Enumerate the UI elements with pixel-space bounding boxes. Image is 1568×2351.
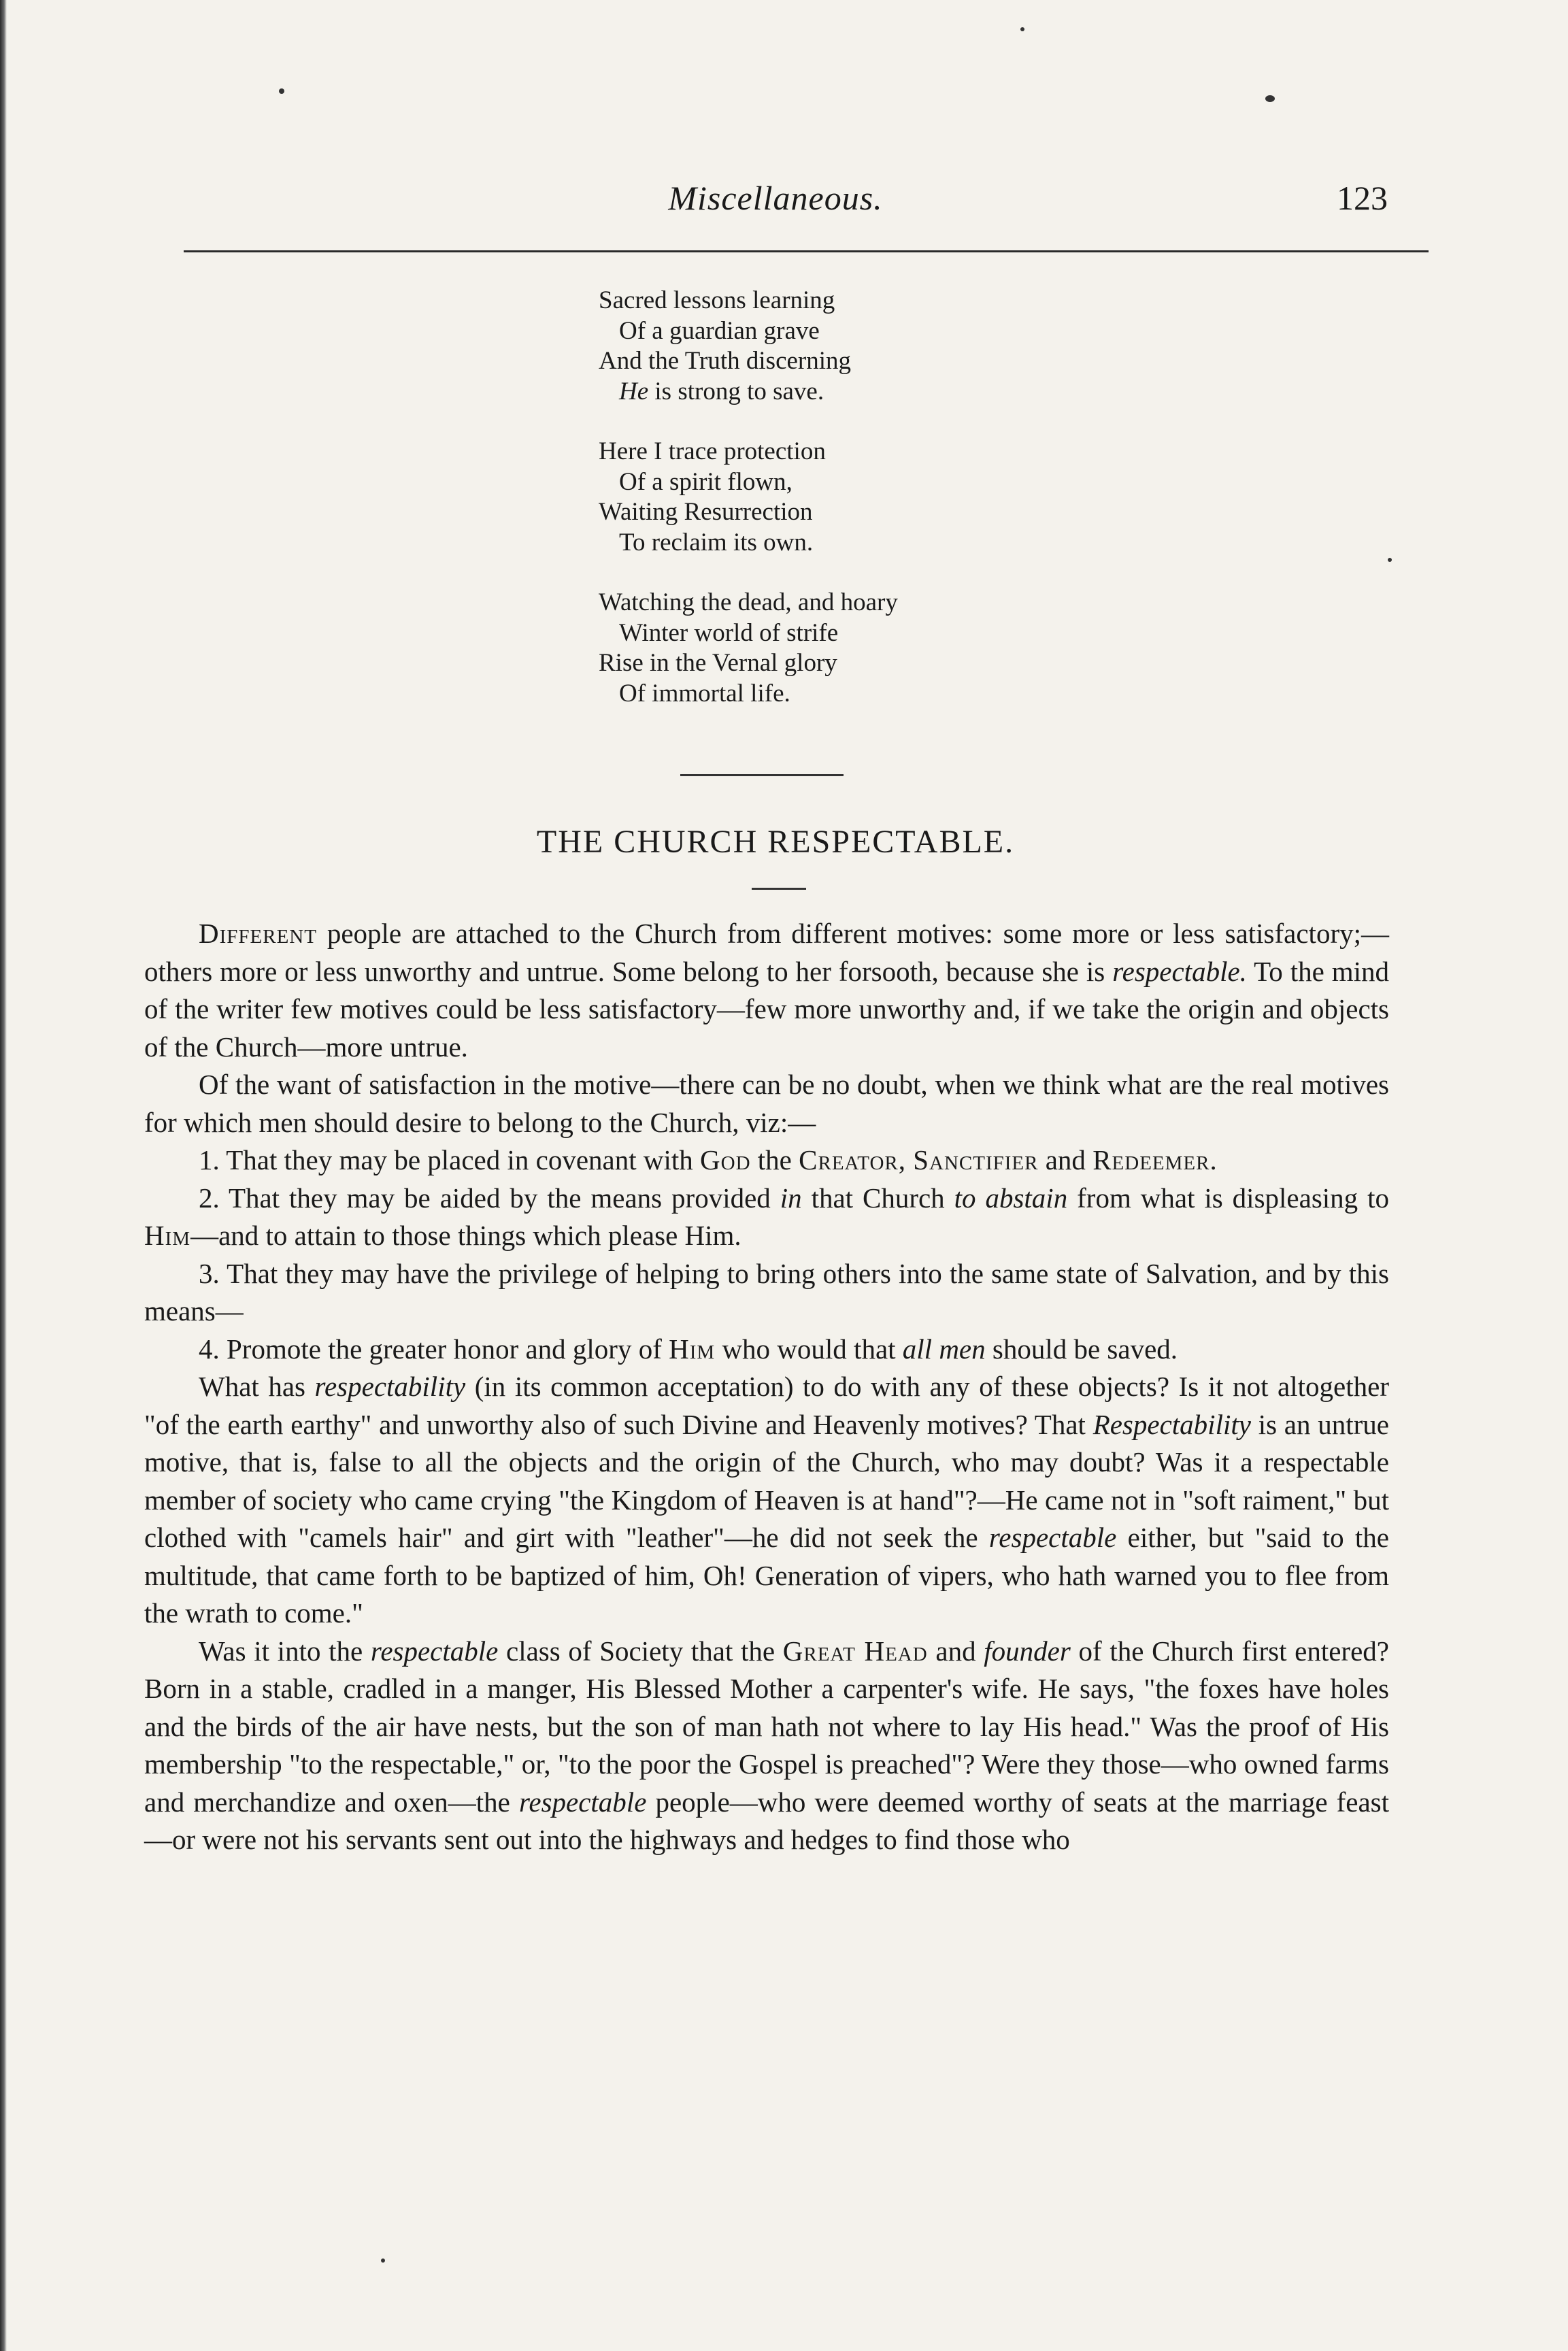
page-number: 123 — [1337, 179, 1388, 217]
paragraph: What has respectability (in its common acceptation) to do with any of these objects? Is it not altogether "of the earth earthy" and unworthy also of such Divine and Heavenly motives? That Respectability is an untrue motive, that is, false to all the objects and the origin of the Church, who may doubt? Was it a respectable member of society who came crying "the Kingdom of Heaven is at hand"?—He came not in "soft raiment," but clothed with "camels hair" and girt with "leather"—he did not seek the respectable either, but "said to the multitude, that came forth to be baptized of him, Oh! Generation of vipers, who hath warned you to flee from the wrath to come." — [144, 1371, 1390, 1629]
paragraph: 3. That they may have the privilege of helping to bring others into the same state of Salvation, and by this means— — [144, 1257, 1389, 1327]
poem-line: Waiting Resurrection — [599, 498, 813, 526]
drop-word: Different — [199, 918, 317, 949]
poem-line: Of a guardian grave — [619, 316, 820, 345]
header-rule — [184, 250, 1429, 252]
paragraph: 4. Promote the greater honor and glory of Him who would that all men should be saved. — [199, 1333, 1178, 1365]
binding-edge — [0, 0, 7, 2351]
poem-line: Watching the dead, and hoary — [599, 588, 898, 616]
poem-divider — [680, 774, 844, 776]
poem-line: He is strong to save. — [619, 377, 824, 405]
speck — [381, 2258, 385, 2263]
speck — [1265, 95, 1275, 102]
poem-emphasis: He — [619, 377, 649, 405]
title-divider — [752, 888, 806, 890]
poem-line: Here I trace protection — [599, 437, 826, 465]
page-header — [163, 178, 1388, 233]
poem-line: To reclaim its own. — [619, 528, 814, 556]
paragraph: Of the want of satisfaction in the motive—there can be no doubt, when we think what are the real motives for which men should desire to belong to the Church, viz:— — [144, 1069, 1389, 1138]
poem-line: And the Truth discerning — [599, 347, 852, 375]
poem — [599, 286, 1088, 709]
paragraph: Different people are attached to the Church from different motives: some more or less satisfactory;—others more or less unworthy and untrue. Some belong to her forsooth, because she is respectable. To the mind of the writer few motives could be less satisfactory—few more unworthy and, if we take the origin and objects of the Church—more untrue. — [144, 918, 1390, 1063]
paragraph: Was it into the respectable class of Society that the Great Head and founder of the Church first entered? Born in a stable, cradled in a manger, His Blessed Mother a carpenter's wife. He says, "the foxes have holes and the birds of the air have nests, but the son of man hath not where to lay His head." Was the proof of His membership "to the respectable," or, "to the poor the Gospel is preached"? Were they those—who owned farms and merchandize and oxen—the respectable people—who were deemed worthy of seats at the marriage feast—or were not his servants sent out into the highways and hedges to find those who — [144, 1635, 1389, 1855]
article-body — [144, 915, 1389, 1859]
poem-stanza — [599, 588, 1088, 709]
speck — [279, 88, 284, 94]
speck — [1388, 558, 1392, 562]
poem-line: Of immortal life. — [619, 679, 790, 707]
speck — [1020, 27, 1024, 31]
poem-line: Sacred lessons learning — [599, 286, 835, 314]
poem-line: Winter world of strife — [619, 618, 839, 647]
poem-stanza — [599, 437, 1088, 558]
poem-line: Rise in the Vernal glory — [599, 649, 837, 677]
paragraph: 2. That they may be aided by the means provided in that Church to abstain from what is displeasing to Him—and to attain to those things which please Him. — [144, 1182, 1389, 1251]
poem-stanza — [599, 286, 1088, 407]
paragraph: 1. That they may be placed in covenant with God the Creator, Sanctifier and Redeemer. — [199, 1144, 1218, 1176]
running-title: Miscellaneous. — [668, 179, 883, 217]
section-title: THE CHURCH RESPECTABLE. — [536, 824, 1015, 860]
poem-line: Of a spirit flown, — [619, 467, 793, 496]
